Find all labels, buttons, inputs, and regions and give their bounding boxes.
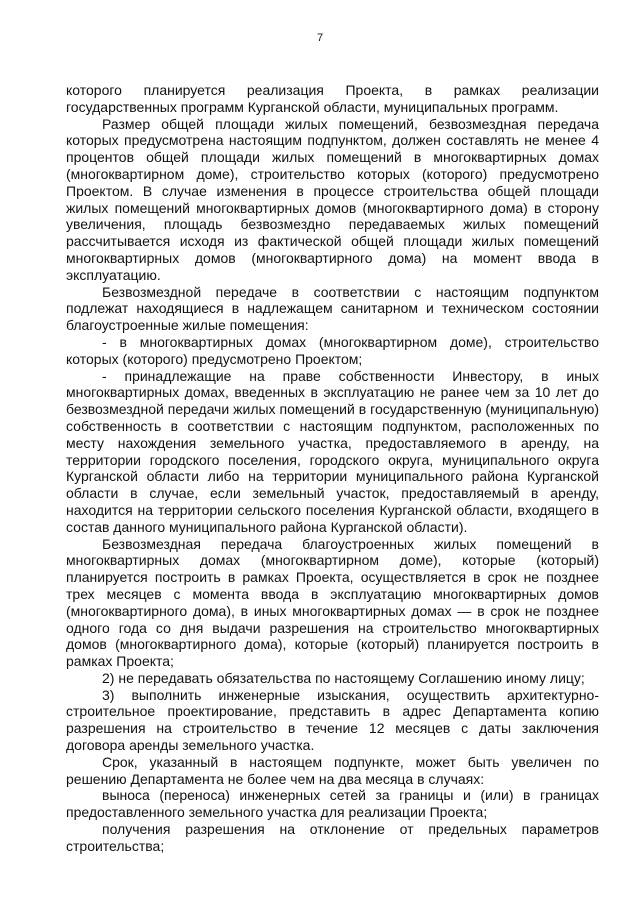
paragraph-case-utilities: выноса (переноса) инженерных сетей за границы и (или) в границах предоставленного земельного участка для реализации Проекта;	[66, 787, 599, 821]
paragraph-term-extension: Срок, указанный в настоящем подпункте, может быть увеличен по решению Департамента не более чем на два месяца в случаях:	[66, 753, 599, 787]
list-item-investor-buildings: - принадлежащие на праве собственности Инвестору, в иных многоквартирных домах, введенных в эксплуатацию не ранее чем за 10 лет до безвозмездной передачи жилых помещений в государственную (муниципальную) собственность в соответствии с настоящим подпунктом, расположенных по месту нахождения земельного участка, предоставляемого в аренду, на территории городского поселения, городского округа, муниципального округа Курганской области либо на территории муниципального района Курганской области в случае, если земельный участок, предоставляемый в аренду, находится на территории сельского поселения Курганской области, входящего в состав данного муниципального района Курганской области).	[66, 367, 599, 535]
paragraph-case-deviation: получения разрешения на отклонение от предельных параметров строительства;	[66, 821, 599, 854]
list-item-project-buildings: - в многоквартирных домах (многоквартирном доме), строительство которых (которого) предусмотрено Проектом;	[66, 333, 599, 367]
paragraph-continuation: которого планируется реализация Проекта, в рамках реализации государственных программ Курганской области, муниципальных программ.	[66, 82, 599, 115]
document-body	[66, 82, 599, 855]
paragraph-transfer-deadline: Безвозмездная передача благоустроенных жилых помещений в многоквартирных домах (многоквартирном доме), которые (который) планируется построить в рамках Проекта, осуществляется в срок не позднее трех месяцев с момента ввода в эксплуатацию многоквартирных домов (многоквартирного дома), в иных многоквартирных домах — в срок не позднее одного года со дня выдачи разрешения на строительство многоквартирных домов (многоквартирного дома), которые (который) планируется построить в рамках Проекта;	[66, 535, 599, 670]
paragraph-area-size: Размер общей площади жилых помещений, безвозмездная передача которых предусмотрена настоящим подпунктом, должен составлять не менее 4 процентов общей площади жилых помещений в многоквартирных домах (многоквартирном доме), строительство которых (которого) предусмотрено Проектом. В случае изменения в процессе строительства общей площади жилых помещений многоквартирных домов (многоквартирного дома) в сторону увеличения, площадь безвозмездно передаваемых жилых помещений рассчитывается исходя из фактической общей площади жилых помещений многоквартирных домов (многоквартирного дома) на момент ввода в эксплуатацию.	[66, 115, 599, 283]
paragraph-obligation-3: 3) выполнить инженерные изыскания, осуществить архитектурно-строительное проектирование, представить в адрес Департамента копию разрешения на строительство в течение 12 месяцев с даты заключения договора аренды земельного участка.	[66, 686, 599, 754]
paragraph-transfer-subject: Безвозмездной передаче в соответствии с настоящим подпунктом подлежат находящиеся в надлежащем санитарном и техническом состоянии благоустроенные жилые помещения:	[66, 283, 599, 334]
paragraph-obligation-2: 2) не передавать обязательства по настоящему Соглашению иному лицу;	[102, 669, 585, 686]
page-number: 7	[316, 32, 324, 44]
